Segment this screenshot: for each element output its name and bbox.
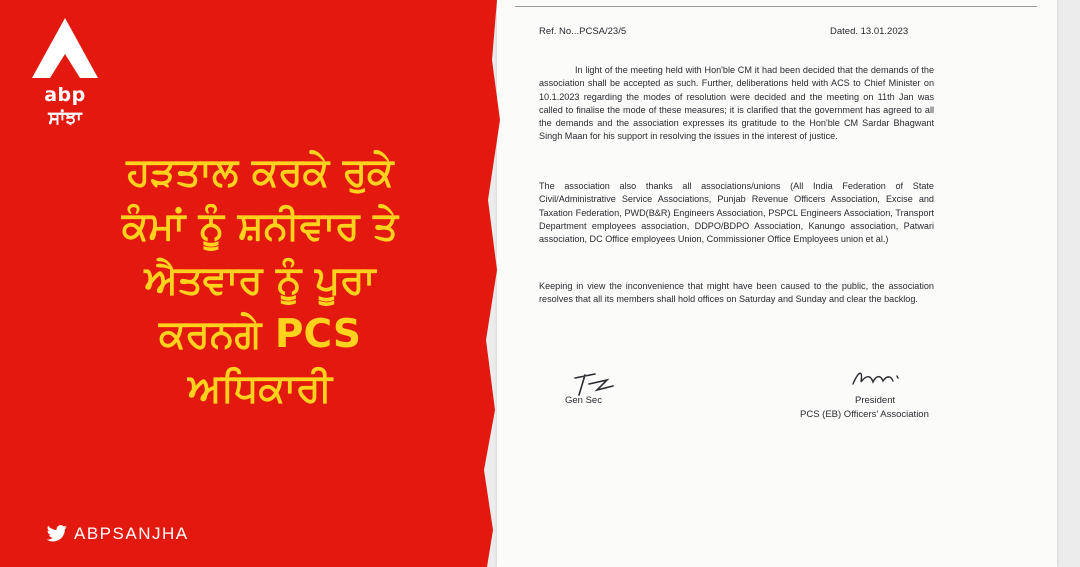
headline-line: ਕੰਮਾਂ ਨੂੰ ਸ਼ਨੀਵਾਰ ਤੇ [121, 204, 399, 249]
letter-document [497, 0, 1057, 567]
handle-text: ABPSANJHA [74, 524, 189, 543]
headline-line: ਹੜਤਾਲ ਕਰਕੇ ਰੁਕੇ [126, 150, 394, 195]
headline-line: ਅਧਿਕਾਰੀ [187, 366, 333, 411]
paragraph-meeting: In light of the meeting held with Hon'ble CM it had been decided that the demands of the association shall be accepted as such. Further, deliberations held with ACS to Chief Minister on 10.1.2023 regarding the modes of resolution were decided and the meeting on 11th Jan was called to finalise the mode of these measures; it is clarified that the government has agreed to all the demands and the association expresses its gratitude to the Hon'ble CM Sardar Bhagwant Singh Maan for his support in resolving the issues in the interest of justice. [539, 65, 934, 142]
gen-sec-signature [569, 368, 617, 398]
headline-line: ਕਰਨਗੇ PCS [159, 312, 361, 357]
paragraph-thanks: The association also thanks all associations/unions (All India Federation of State Civil/Administrative Service Associations, Punjab Revenue Officers Association, Excise and Taxation Federation, PWD(B&R) Engineers Association, PSPCL Engineers Association, Transport Department employees association, DDPO/BDPO Association, Kanungo association, Patwari association, DC Office employees Union, Commissioner Office Employees union et al.) [539, 181, 934, 245]
president-label: President [855, 395, 896, 406]
twitter-bird-icon [46, 525, 68, 543]
gen-sec-label: Gen Sec [565, 395, 602, 406]
document-top-border [515, 6, 1037, 7]
logo-subtext: ਸਾਂਝਾ [48, 108, 82, 129]
logo-text: abp [44, 84, 86, 106]
president-signature [849, 366, 905, 390]
paragraph-backlog: Keeping in view the inconvenience that might have been caused to the public, the association resolves that all its members shall hold offices on Saturday and Sunday and clear the backlog. [539, 281, 934, 305]
headline-line: ਐਤਵਾਰ ਨੂੰ ਪੂਰਾ [144, 258, 376, 303]
abp-logo [28, 14, 102, 132]
abp-triangle-icon [28, 14, 102, 82]
letter-date: Dated. 13.01.2023 [830, 26, 909, 37]
association-name: PCS (EB) Officers' Association [800, 409, 929, 420]
reference-number: Ref. No...PCSA/23/5 [539, 26, 627, 37]
headline [60, 146, 460, 416]
twitter-handle [46, 524, 189, 544]
